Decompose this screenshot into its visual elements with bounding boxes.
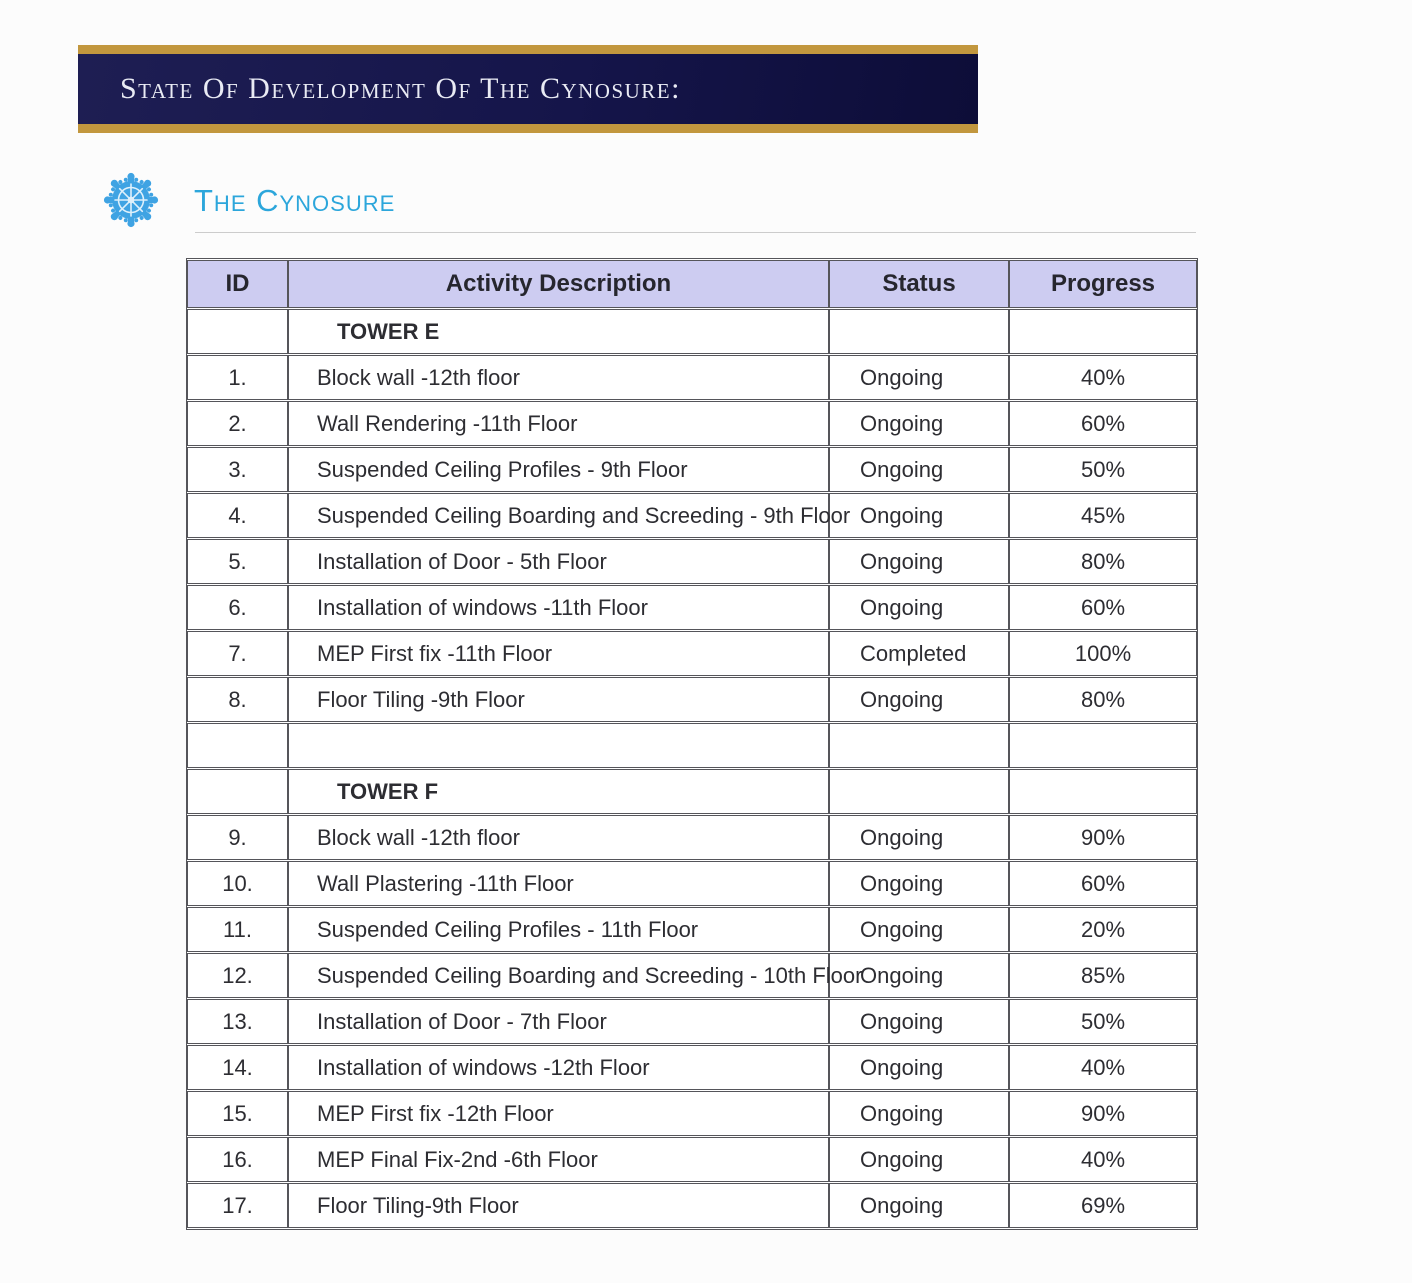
table-row [187,447,1197,492]
cell-text-id: 13. [222,1008,253,1034]
cell-id [187,631,288,676]
banner-title: State Of Development Of The Cynosure: [120,72,681,105]
cell-id [187,1091,288,1136]
activity-table [186,258,1198,1230]
cell-text-progress: 45% [1080,502,1126,528]
cell-text-status: Ongoing [860,594,944,620]
table-row [187,907,1197,952]
cell-status [829,723,1009,768]
cell-progress [1009,631,1197,676]
table-row [187,1183,1197,1228]
cell-id [187,769,288,814]
cell-activity [288,447,829,492]
cell-progress [1009,1091,1197,1136]
cell-id [187,1137,288,1182]
cell-status [829,493,1009,538]
cell-text-status: Ongoing [860,502,944,528]
cell-text-status: Ongoing [860,916,944,942]
cell-text-progress: 100% [1074,640,1132,666]
cell-status [829,355,1009,400]
table-row [187,953,1197,998]
cell-activity [288,355,829,400]
cell-text-id: 15. [222,1100,253,1126]
cell-status [829,585,1009,630]
cell-text-progress: 50% [1080,456,1126,482]
cell-text-status: Ongoing [860,962,944,988]
cell-text-activity: Installation of windows -12th Floor [317,1054,650,1080]
cell-text-id: 5. [228,548,247,574]
cell-activity [288,539,829,584]
cell-progress [1009,953,1197,998]
cell-id [187,999,288,1044]
cell-activity [288,1137,829,1182]
cell-text-id: 1. [228,364,247,390]
cell-activity [288,861,829,906]
title-banner [78,45,978,133]
cell-status [829,401,1009,446]
heading-divider [195,232,1196,233]
cell-text-status: Ongoing [860,364,944,390]
cell-text-activity: MEP First fix -12th Floor [317,1100,554,1126]
cell-activity [288,815,829,860]
cell-text-status: Completed [860,640,967,666]
cell-id [187,309,288,354]
cell-text-progress: 20% [1080,916,1126,942]
table-row [187,585,1197,630]
cell-text-status: Ongoing [860,456,944,482]
cell-text-activity: Installation of windows -11th Floor [317,594,648,620]
cell-progress [1009,1183,1197,1228]
section-row [187,769,1197,814]
cell-activity [288,1045,829,1090]
cell-progress [1009,815,1197,860]
table-row [187,631,1197,676]
cell-activity [288,631,829,676]
cell-status [829,907,1009,952]
column-header-progress: Progress [1009,260,1197,308]
cell-activity [288,769,829,814]
cell-text-activity: MEP Final Fix-2nd -6th Floor [317,1146,598,1172]
cell-id [187,723,288,768]
cell-id [187,401,288,446]
cell-text-status: Ongoing [860,1008,944,1034]
cell-text-id: 10. [222,870,253,896]
cell-text-progress: 69% [1080,1192,1126,1218]
cell-text-id: 7. [228,640,247,666]
cell-text-status: Ongoing [860,1192,944,1218]
cell-text-id: 12. [222,962,253,988]
table-row [187,493,1197,538]
cell-progress [1009,493,1197,538]
cell-status [829,1091,1009,1136]
cell-activity [288,493,851,538]
cell-id [187,907,288,952]
cell-text-activity: Wall Plastering -11th Floor [317,870,574,896]
cell-activity [288,677,829,722]
cell-status [829,1045,1009,1090]
cell-activity [288,401,829,446]
cell-text-progress: 60% [1080,410,1126,436]
cell-text-activity: MEP First fix -11th Floor [317,640,553,666]
section-row [187,309,1197,354]
cell-id [187,355,288,400]
cell-text-progress: 40% [1080,1054,1126,1080]
header-row [187,260,1197,308]
cell-activity [288,1183,829,1228]
cell-progress [1009,309,1197,354]
cell-progress [1009,1137,1197,1182]
cell-text-progress: 90% [1080,824,1126,850]
cell-progress [1009,1045,1197,1090]
cell-text-id: 6. [228,594,247,620]
cell-text-status: Ongoing [860,410,944,436]
cell-progress [1009,999,1197,1044]
snowflake-logo-icon [101,170,161,230]
cell-progress [1009,355,1197,400]
cell-id [187,1045,288,1090]
cell-activity [288,999,829,1044]
cell-text-id: 2. [228,410,247,436]
cell-text-activity: Floor Tiling-9th Floor [317,1192,519,1218]
cell-text-activity: Suspended Ceiling Profiles - 11th Floor [317,916,699,942]
table-row [187,677,1197,722]
cell-status [829,1183,1009,1228]
column-header-activity: Activity Description [288,260,829,308]
cell-progress [1009,539,1197,584]
cell-text-progress: 80% [1080,548,1126,574]
cell-id [187,585,288,630]
cell-text-activity: TOWER E [337,318,440,344]
table-header [187,260,1197,308]
cell-text-activity: Installation of Door - 7th Floor [317,1008,607,1034]
cell-id [187,815,288,860]
cell-text-id: 4. [228,502,247,528]
cell-status [829,309,1009,354]
cell-status [829,539,1009,584]
cell-id [187,861,288,906]
cell-id [187,447,288,492]
cell-progress [1009,677,1197,722]
cell-text-status: Ongoing [860,1146,944,1172]
table-row [187,999,1197,1044]
cell-text-status: Ongoing [860,548,944,574]
cell-id [187,1183,288,1228]
cell-activity [288,907,829,952]
cell-text-status: Ongoing [860,870,944,896]
cell-progress [1009,723,1197,768]
cell-text-progress: 90% [1080,1100,1126,1126]
table-row [187,1091,1197,1136]
cell-text-id: 11. [223,916,252,942]
cell-text-activity: Suspended Ceiling Boarding and Screeding - 9th Floor [317,502,851,528]
cell-status [829,631,1009,676]
cell-id [187,677,288,722]
cell-text-status: Ongoing [860,686,944,712]
cell-activity [288,309,829,354]
cell-text-id: 3. [228,456,247,482]
cell-text-status: Ongoing [860,1054,944,1080]
table-row [187,815,1197,860]
cell-text-id: 9. [228,824,247,850]
cell-text-id: 16. [222,1146,253,1172]
cell-status [829,677,1009,722]
cell-text-progress: 60% [1080,870,1126,896]
column-header-id: ID [187,260,288,308]
cell-text-status: Ongoing [860,1100,944,1126]
cell-progress [1009,585,1197,630]
cell-text-progress: 40% [1080,364,1126,390]
cell-text-progress: 40% [1080,1146,1126,1172]
cell-id [187,493,288,538]
cell-text-progress: 80% [1080,686,1126,712]
cell-status [829,769,1009,814]
cell-id [187,953,288,998]
table-row [187,861,1197,906]
cell-activity [288,723,829,768]
cell-status [829,815,1009,860]
spacer-row [187,723,1197,768]
cell-text-id: 14. [222,1054,253,1080]
cell-activity [288,585,829,630]
column-header-status: Status [829,260,1009,308]
cell-text-activity: Block wall -12th floor [317,364,520,390]
cell-text-id: 8. [228,686,247,712]
cell-text-activity: Suspended Ceiling Profiles - 9th Floor [317,456,688,482]
cell-progress [1009,769,1197,814]
cell-text-status: Ongoing [860,824,944,850]
cell-status [829,999,1009,1044]
cell-text-progress: 60% [1080,594,1126,620]
cell-status [829,447,1009,492]
cell-progress [1009,907,1197,952]
cell-status [829,1137,1009,1182]
cell-text-activity: Wall Rendering -11th Floor [317,410,578,436]
cell-text-id: 17. [222,1192,253,1218]
cell-progress [1009,861,1197,906]
cell-text-activity: Suspended Ceiling Boarding and Screeding - 10th Floor [317,962,863,988]
cell-status [829,861,1009,906]
table-row [187,355,1197,400]
table-row [187,1137,1197,1182]
table-body [187,309,1197,1228]
table-row [187,539,1197,584]
cell-text-progress: 85% [1080,962,1126,988]
brand-heading: The Cynosure [194,183,396,218]
cell-activity [288,953,863,998]
cell-text-activity: Block wall -12th floor [317,824,520,850]
table-row [187,1045,1197,1090]
cell-text-progress: 50% [1080,1008,1126,1034]
cell-progress [1009,401,1197,446]
cell-activity [288,1091,829,1136]
cell-text-activity: TOWER F [337,778,439,804]
table-row [187,401,1197,446]
cell-text-activity: Installation of Door - 5th Floor [317,548,607,574]
cell-text-activity: Floor Tiling -9th Floor [317,686,525,712]
cell-id [187,539,288,584]
cell-progress [1009,447,1197,492]
